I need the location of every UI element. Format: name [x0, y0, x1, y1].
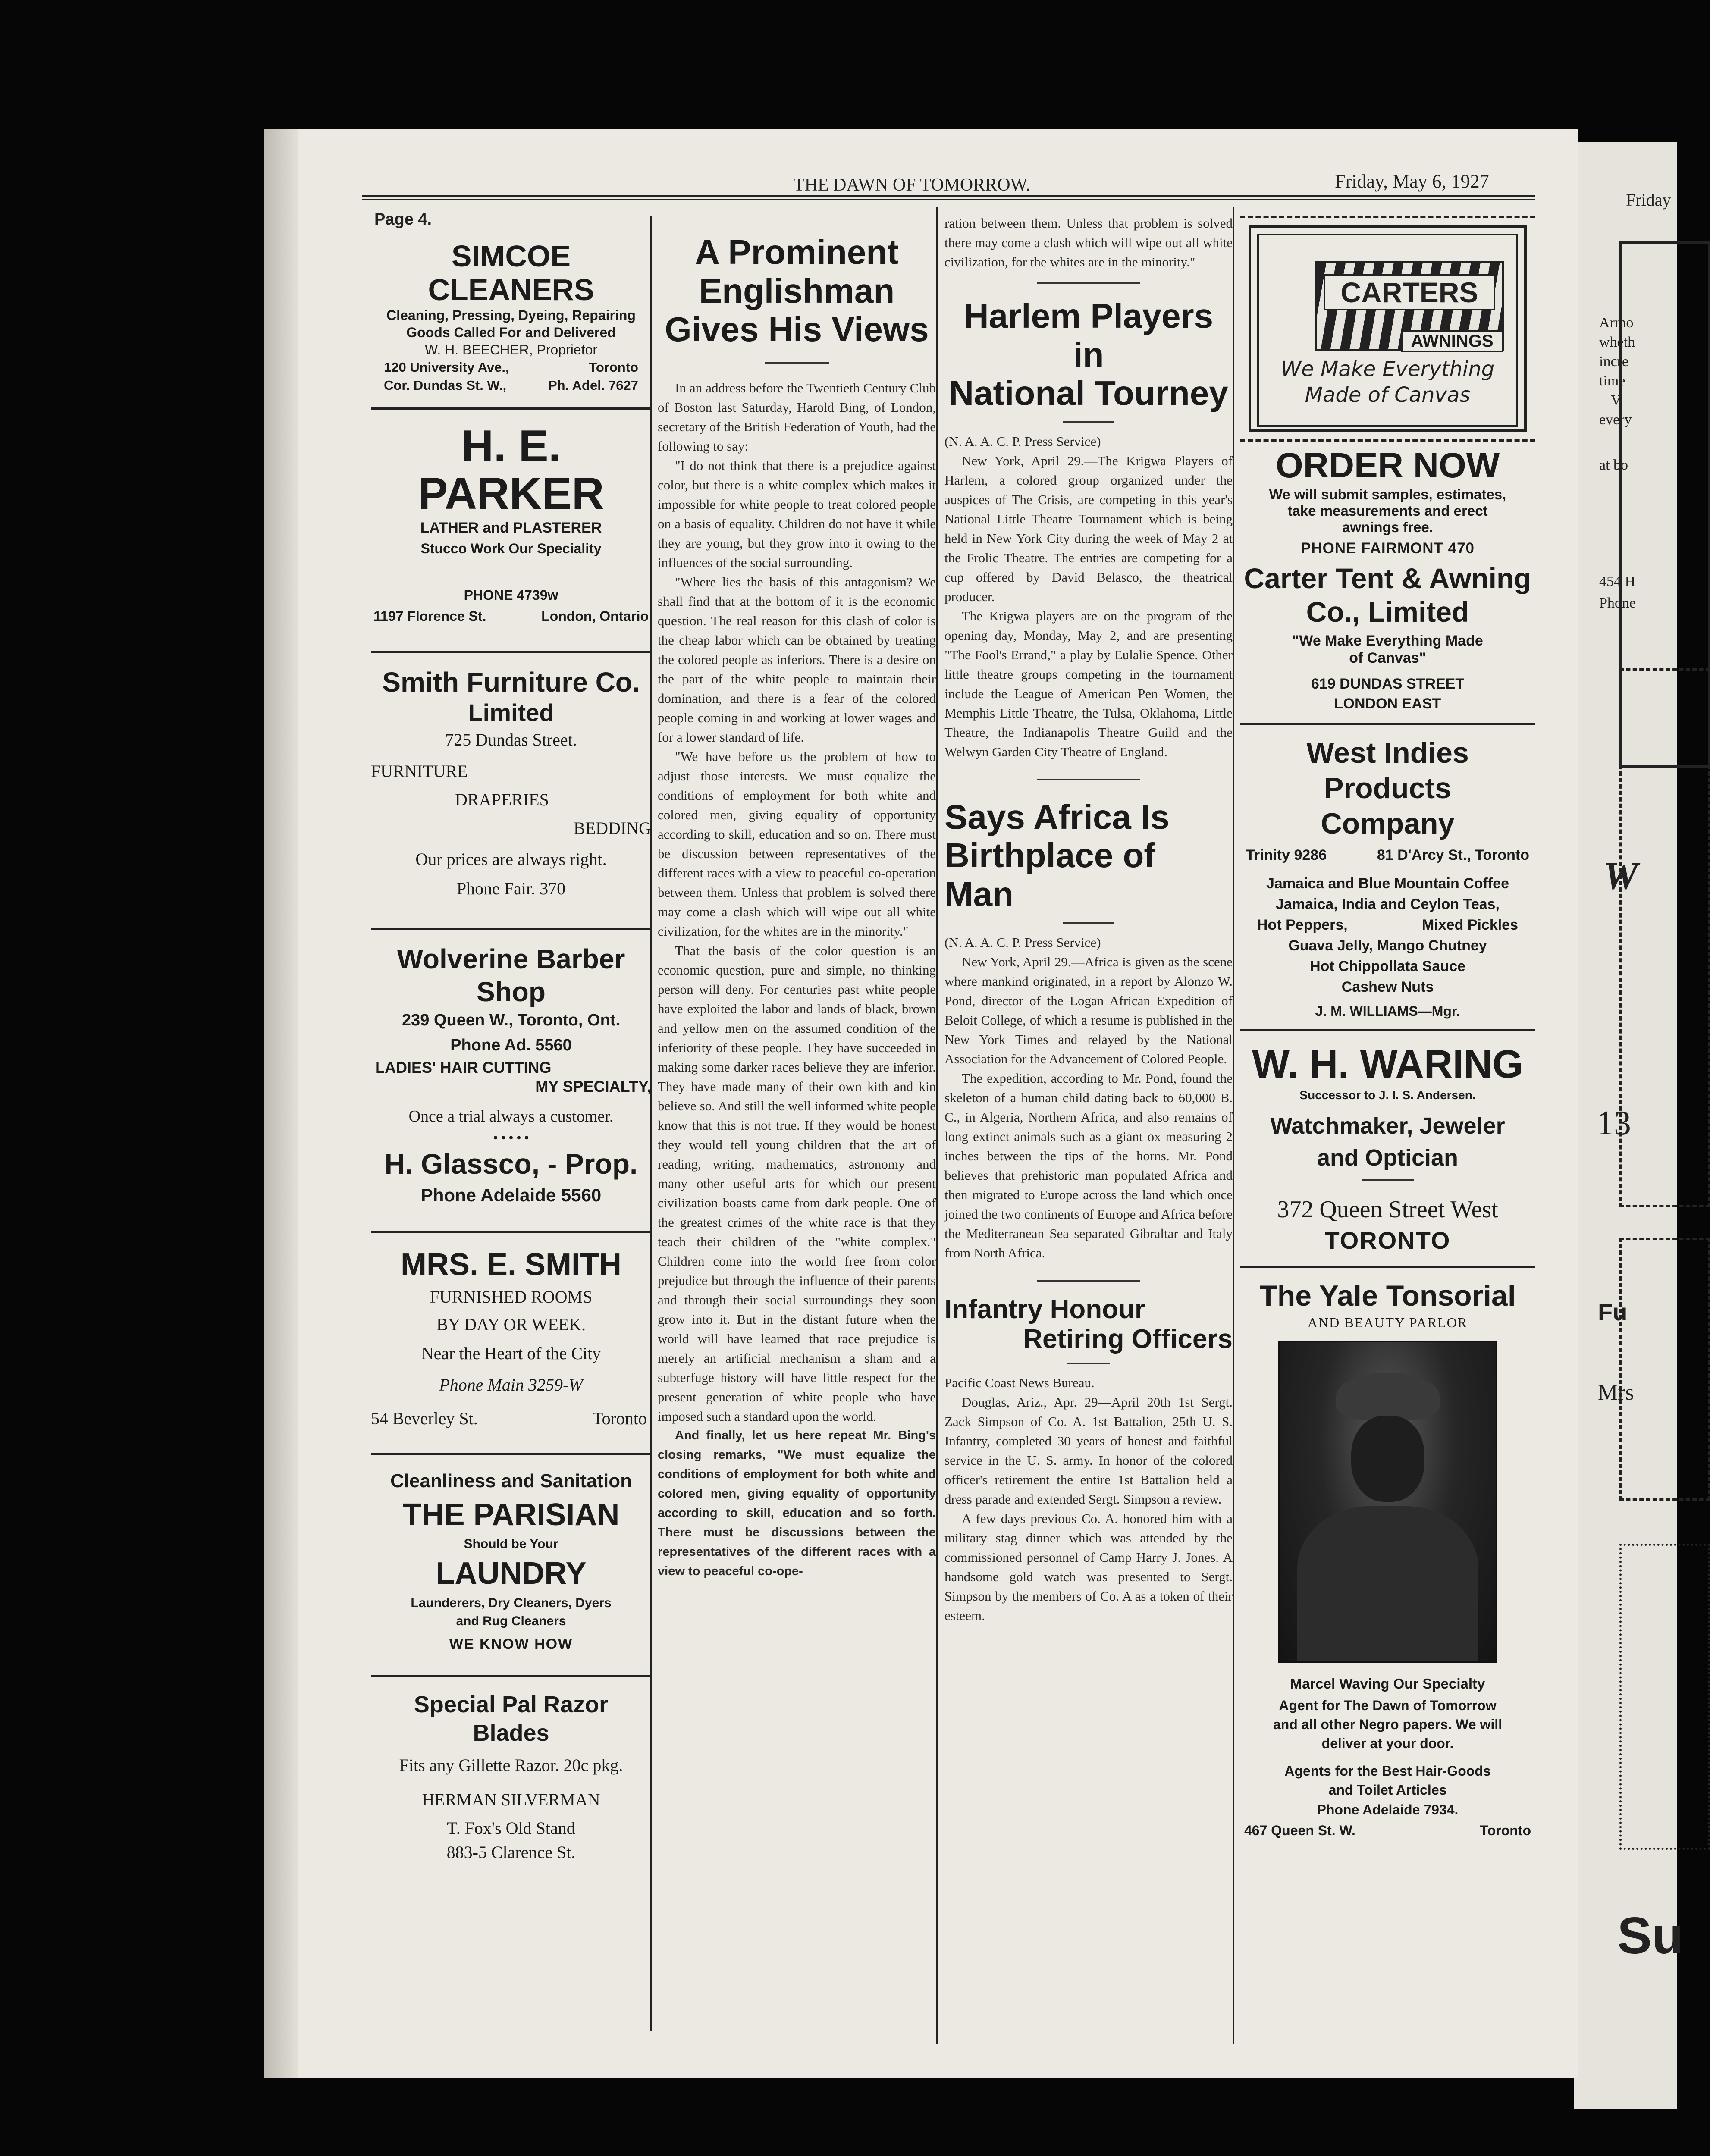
article-headline	[944, 1294, 1233, 1354]
simcoe-services: Cleaning, Pressing, Dyeing, Repairing	[386, 307, 636, 323]
yale-agents-goods: Agents for the Best Hair-Goods	[1284, 1763, 1491, 1779]
waring-trade: Watchmaker, Jeweler	[1270, 1113, 1505, 1139]
ads-column	[371, 239, 651, 1865]
smith-furniture-item: FURNITURE	[371, 761, 468, 781]
mrs-smith-name: MRS. E. SMITH	[400, 1247, 621, 1282]
paragraph: The expedition, according to Mr. Pond, found the skeleton of a human child dating back to 60,000 B. C., in Algeria, Northern Africa, and also remains of long extinct animals such as a giant ox measuring 2 inches between the tips of the horns. Mr. Pond believes that prehistoric man populated Africa and then migrated to Europe across the land which once joined the two continents of Europe and Africa before the Mediterranean Sea separated Gibraltar and Italy from North Africa.	[944, 1070, 1233, 1260]
press-service: (N. A. A. C. P. Press Service)	[944, 934, 1101, 950]
yale-name: The Yale Tonsorial	[1259, 1279, 1516, 1312]
yale-agent: and all other Negro papers. We will	[1273, 1717, 1503, 1732]
carters-offer: We will submit samples, estimates,	[1269, 486, 1506, 502]
west-indies-address: 81 D'Arcy St., Toronto	[1377, 847, 1529, 863]
carters-logo-text: CARTERS	[1324, 274, 1495, 310]
parker-name: H. E. PARKER	[418, 421, 604, 519]
header-rule	[362, 195, 1535, 197]
headline-line: Retiring Officers	[1023, 1324, 1233, 1354]
carters-logo-frame	[1257, 234, 1518, 427]
proprietor-photo	[1278, 1341, 1497, 1663]
page-number: Page 4.	[374, 210, 432, 229]
mrs-smith-street: 54 Beverley St.	[371, 1409, 478, 1428]
column-divider	[1233, 207, 1234, 2044]
news-column	[944, 213, 1233, 1625]
article-body	[944, 432, 1233, 761]
ad-separator	[1240, 1029, 1535, 1031]
parisian-tagline: Cleanliness and Sanitation	[390, 1470, 632, 1492]
carters-offer: take measurements and erect	[1287, 503, 1488, 519]
africa-article	[944, 798, 1233, 1263]
headline-line: Harlem Players in	[963, 297, 1214, 374]
photo-face	[1351, 1416, 1424, 1502]
carters-company: Co., Limited	[1306, 596, 1469, 628]
slogan-line: We Make Everything	[1280, 357, 1495, 381]
article-rule	[1037, 282, 1140, 284]
smith-furniture-item: DRAPERIES	[455, 790, 549, 809]
west-indies-product: Hot Chippollata Sauce	[1310, 958, 1465, 975]
razor-street: 883-5 Clarence St.	[446, 1843, 576, 1862]
carters-city: LONDON EAST	[1334, 696, 1441, 712]
smith-furniture-street: 725 Dundas Street.	[445, 730, 577, 749]
infantry-article	[944, 1294, 1233, 1626]
adjacent-text: V	[1611, 392, 1622, 408]
simcoe-phone: Ph. Adel. 7627	[548, 378, 638, 393]
article-rule	[1037, 779, 1140, 780]
mrs-smith-city: Toronto	[592, 1409, 647, 1428]
parisian-services: and Rug Cleaners	[456, 1614, 566, 1628]
yale-agent: Agent for The Dawn of Tomorrow	[1279, 1698, 1497, 1713]
parker-specialty: Stucco Work Our Speciality	[420, 541, 602, 556]
yale-phone: Phone Adelaide 7934.	[1317, 1802, 1459, 1818]
carters-offer: awnings free.	[1342, 519, 1433, 535]
carters-phone: PHONE FAIRMONT 470	[1300, 540, 1475, 557]
parker-city: London, Ontario	[541, 608, 649, 624]
paragraph: The Krigwa players are on the program of the opening day, Monday, May 2, and are presenting "The Fool's Errand," a play by Eulalie Spence. Other little theatre groups competing in the tournament include the League of American Pen Women, the Memphis Little Theatre, the Tulsa, Oklahoma, Little Theatre, the Indianapolis Theatre Guild and the Welwyn Garden City Theatre of England.	[944, 608, 1233, 759]
article-headline	[658, 233, 936, 349]
adjacent-text: 13	[1597, 1104, 1631, 1142]
waring-trade: and Optician	[1317, 1145, 1459, 1171]
awnings-label: AWNINGS	[1401, 330, 1503, 352]
razor-seller: HERMAN SILVERMAN	[422, 1790, 600, 1809]
parisian-laundry-ad	[371, 1468, 651, 1658]
wolverine-prop-phone: Phone Adelaide 5560	[420, 1185, 602, 1205]
carters-street: 619 DUNDAS STREET	[1311, 676, 1465, 692]
adjacent-ad-box	[1619, 1238, 1710, 1501]
smith-furniture-limited: Limited	[468, 699, 554, 726]
west-indies-phone: Trinity 9286	[1246, 847, 1327, 863]
wolverine-dots: • • • • •	[493, 1131, 529, 1145]
paragraph: ration between them. Unless that problem is solved there may come a clash which will wipe out all white civilization, for the whites are in the minority."	[944, 216, 1233, 270]
waring-street: 372 Queen Street West	[1277, 1196, 1498, 1223]
paragraph: And finally, let us here repeat Mr. Bing's closing remarks, "We must equalize the conditions of employment for both white and colored men, giving equality of opportunity according to skill, education and so forth. There must be discussions between the representatives of the different races with a view to peaceful co-ope-	[658, 1428, 936, 1578]
adjacent-text: at bo	[1599, 457, 1628, 473]
simcoe-name: SIMCOE CLEANERS	[428, 239, 594, 307]
order-now: ORDER NOW	[1275, 446, 1500, 485]
simcoe-address: 120 University Ave.,	[384, 360, 509, 375]
paragraph: New York, April 29.—Africa is given as the scene where mankind originated, in a report by Alonzo W. Pond, director of the Logan African Expedition of Beloit College, of which a resume is published in the New York Times and relayed by the National Association for the Advancement of Colored People.	[944, 954, 1233, 1066]
parker-ad	[371, 423, 651, 627]
smith-furniture-prices: Our prices are always right.	[415, 849, 607, 869]
simcoe-city: Toronto	[589, 360, 638, 375]
wolverine-trial: Once a trial always a customer.	[408, 1107, 614, 1125]
parisian-services: Launderers, Dry Cleaners, Dyers	[411, 1596, 612, 1610]
englishman-article	[658, 233, 936, 1581]
waring-successor: Successor to J. I. S. Andersen.	[1299, 1088, 1476, 1102]
carters-ad	[1240, 216, 1535, 442]
adjacent-text: Phone	[1599, 595, 1636, 611]
waring-city: TORONTO	[1324, 1227, 1451, 1254]
wolverine-proprietor: H. Glassco, - Prop.	[384, 1148, 638, 1180]
paragraph: "We have before us the problem of how to adjust those interests. We must equalize the conditions of employment for both white and colored men, giving equality of opportunity according to skill, education and so on. There must be discussion between representatives of the different races with a view to peaceful co-operation between them. Unless that problem is solved there may come a clash which will wipe out all white civilization, for the whites are in the minority."	[658, 749, 936, 939]
paragraph: Douglas, Ariz., Apr. 29—April 20th 1st Sergt. Zack Simpson of Co. A. 1st Battalion, 25th U. S. Infantry, completed 30 years of honest and faithful service in the U. S. army. In honor of the colored officer's retirement the entire 1st Battalion held a dress parade and extended Sergt. Simpson a review.	[944, 1395, 1233, 1507]
parisian-know-how: WE KNOW HOW	[449, 1636, 573, 1652]
west-indies-name: Company	[1321, 807, 1455, 840]
press-service: Pacific Coast News Bureau.	[944, 1375, 1095, 1391]
mrs-smith-phone: Phone Main 3259-W	[439, 1375, 583, 1395]
ad-separator	[371, 928, 651, 930]
adjacent-text: Mrs	[1598, 1380, 1634, 1405]
paragraph: A few days previous Co. A. honored him with a military stag dinner which was attended by the commissioned personnel of Camp Harry J. Jones. A handsome gold watch was presented to Sergt. Simpson by the members of Co. A as a token of their esteem.	[944, 1511, 1233, 1623]
mrs-smith-ad	[371, 1246, 651, 1436]
ad-separator	[371, 407, 651, 410]
ads-column-right	[1240, 216, 1535, 1841]
razor-name: Blades	[473, 1720, 549, 1746]
smith-furniture-ad	[371, 666, 651, 904]
paragraph: "I do not think that there is a prejudice against color, but there is a white complex which makes it impossible for white people to treat colored people on a basis of equality. Children do not have it while they are young, but they grow into it owing to the influences of the social surrounding.	[658, 458, 936, 570]
paragraph: "Where lies the basis of this antagonism? We shall find that at the bottom of it is the economic question. The real reason for this clash of color is the cheap labor which can be obtained by treating the colored people as inferiors. There is a desire on the part of the white people to maintain their domination, and there is a fear of the colored people coming in and working at lower wages and for a lower standard of life.	[658, 574, 936, 745]
article-headline	[944, 798, 1233, 914]
adjacent-ad-box	[1619, 668, 1710, 1207]
paragraph: In an address before the Twentieth Century Club of Boston last Saturday, Harold Bing, of London, secretary of the British Federation of Youth, had the following to say:	[658, 380, 936, 454]
wolverine-special: MY SPECIALTY,	[535, 1078, 651, 1095]
west-indies-product: Hot Peppers,	[1257, 917, 1348, 933]
smith-furniture-name: Smith Furniture Co.	[382, 667, 640, 698]
parisian-laundry: LAUNDRY	[436, 1556, 587, 1591]
paragraph: New York, April 29.—The Krigwa Players of Harlem, a colored group organized under the auspices of The Crisis, are competing in this year's National Little Theatre Tournament which is being held in New York City during the week of May 2 at the Frolic Theatre. The entries are competing for a cup offered by David Belasco, the theatrical producer.	[944, 453, 1233, 604]
ad-separator	[1240, 1266, 1535, 1268]
west-indies-product: Jamaica and Blue Mountain Coffee	[1266, 875, 1509, 892]
press-service: (N. A. A. C. P. Press Service)	[944, 433, 1101, 449]
adjacent-text: Fu	[1598, 1298, 1628, 1326]
carters-slogan	[1259, 356, 1516, 408]
mrs-smith-terms: BY DAY OR WEEK.	[436, 1315, 586, 1334]
razor-stand: T. Fox's Old Stand	[447, 1818, 575, 1838]
waring-name: W. H. WARING	[1252, 1042, 1523, 1086]
waring-rule	[1362, 1179, 1414, 1181]
yale-street: 467 Queen St. W.	[1244, 1823, 1355, 1838]
carters-company: Carter Tent & Awning	[1244, 562, 1531, 594]
issue-date: Friday, May 6, 1927	[1335, 171, 1489, 192]
wolverine-special: LADIES' HAIR CUTTING	[375, 1059, 552, 1076]
ad-separator	[371, 1231, 651, 1233]
carters-quote: of Canvas"	[1349, 650, 1426, 666]
smith-furniture-item: BEDDING	[574, 818, 651, 838]
simcoe-cleaners-ad	[371, 239, 651, 395]
article-body	[944, 1373, 1233, 1625]
headline-line: Gives His Views	[665, 310, 929, 349]
adjacent-text: W	[1603, 855, 1638, 897]
article-headline	[944, 297, 1233, 413]
page-gutter-shadow	[264, 129, 298, 2078]
ad-separator	[371, 651, 651, 653]
headline-rule	[1063, 922, 1114, 924]
adjacent-text: time	[1599, 373, 1625, 389]
parisian-should: Should be Your	[464, 1537, 558, 1551]
paragraph: That the basis of the color question is an economic question, pure and simple, no thinking person will deny. For centuries past white people have exploited the labor and lands of black, brown and yellow men on the assumed condition of the inferiority of these people. They have succeeded in making some darker races believe they are inferior. They have made many of their own kith and kin believe so. And still the well informed white people know that this is not true. If they would be honest they would tell young children that the art of reading, writing, mathematics, astronomy and many other useful arts for which our present civilization boasts came from dark people. One of the greatest crimes of the white race is that they teach their children of the "white complex." Children come into the world free from color prejudice but through the influence of their parents and through their social surroundings they soon grow into it. But in the distant future when the world will have learned that race prejudice is merely an artificial mechanism a sham and a subterfuge history will have little respect for the present generation of white people who have imposed such a standard upon the world.	[658, 943, 936, 1424]
adjacent-text: 454 H	[1599, 573, 1636, 589]
parker-street: 1197 Florence St.	[373, 608, 486, 624]
west-indies-product: Mixed Pickles	[1421, 917, 1518, 933]
adjacent-text: Su	[1617, 1907, 1684, 1965]
adjacent-header: Friday	[1626, 190, 1671, 210]
headline-rule	[765, 362, 829, 364]
simcoe-corner: Cor. Dundas St. W.,	[384, 378, 507, 393]
adjacent-text: Armo	[1599, 315, 1634, 331]
slogan-line: Made of Canvas	[1305, 383, 1471, 407]
simcoe-proprietor: W. H. BEECHER, Proprietor	[424, 342, 598, 357]
headline-line: Infantry Honour	[944, 1294, 1145, 1324]
parisian-name: THE PARISIAN	[402, 1498, 620, 1532]
yale-sub: AND BEAUTY PARLOR	[1307, 1315, 1468, 1330]
west-indies-product: Guava Jelly, Mango Chutney	[1288, 937, 1487, 954]
razor-name: Special Pal Razor	[414, 1692, 609, 1717]
article-body	[944, 933, 1233, 1263]
adjacent-text: wheth	[1599, 334, 1635, 350]
razor-fits: Fits any Gillette Razor. 20c pkg.	[399, 1755, 623, 1775]
adjacent-ad-box	[1619, 1544, 1710, 1850]
carters-quote: "We Make Everything Made	[1292, 633, 1483, 649]
wolverine-address: 239 Queen W., Toronto, Ont.	[402, 1011, 620, 1029]
west-indies-product: Cashew Nuts	[1341, 979, 1434, 995]
continuation-text	[944, 213, 1233, 272]
ad-separator	[371, 1453, 651, 1455]
mrs-smith-rooms: FURNISHED ROOMS	[430, 1287, 593, 1307]
parker-phone: PHONE 4739w	[464, 587, 558, 603]
razor-blades-ad	[371, 1690, 651, 1865]
adjacent-text: every	[1599, 412, 1632, 428]
west-indies-ad	[1240, 735, 1535, 1025]
headline-rule	[1067, 1363, 1110, 1364]
photo-hat	[1336, 1373, 1440, 1420]
headline-line: Birthplace of Man	[944, 836, 1155, 913]
mrs-smith-location: Near the Heart of the City	[421, 1344, 601, 1363]
wolverine-phone: Phone Ad. 5560	[450, 1036, 572, 1054]
adjacent-text: incre	[1599, 354, 1628, 370]
carters-logo-box	[1249, 225, 1527, 432]
yale-tonsorial-ad	[1240, 1279, 1535, 1841]
smith-furniture-phone: Phone Fair. 370	[456, 879, 566, 898]
headline-line: National Tourney	[949, 374, 1228, 413]
simcoe-delivery: Goods Called For and Delivered	[406, 325, 616, 340]
west-indies-manager: J. M. WILLIAMS—Mgr.	[1315, 1003, 1460, 1019]
wolverine-name: Wolverine Barber Shop	[397, 943, 625, 1007]
header-rule	[362, 199, 1535, 200]
ad-separator	[371, 1675, 651, 1677]
masthead: THE DAWN OF TOMORROW.	[794, 175, 1030, 195]
ad-separator	[1240, 723, 1535, 725]
yale-agents-goods: and Toilet Articles	[1328, 1782, 1447, 1798]
yale-city: Toronto	[1480, 1823, 1531, 1838]
adjacent-page-fragment	[1574, 142, 1684, 2109]
headline-line: A Prominent	[695, 233, 899, 271]
headline-line: Says Africa Is	[944, 797, 1170, 836]
west-indies-product: Jamaica, India and Ceylon Teas,	[1275, 896, 1500, 912]
yale-specialty: Marcel Waving Our Specialty	[1290, 1676, 1485, 1692]
west-indies-name: West Indies Products	[1306, 736, 1469, 805]
parker-trade: LATHER and PLASTERER	[420, 520, 602, 536]
article-rule	[1037, 1280, 1140, 1282]
headline-line: Englishman	[699, 271, 895, 310]
column-divider	[936, 207, 938, 2044]
article-body	[658, 378, 936, 1581]
photo-coat	[1297, 1506, 1478, 1661]
yale-agent: deliver at your door.	[1321, 1736, 1454, 1751]
harlem-article	[944, 297, 1233, 761]
headline-rule	[1063, 421, 1114, 423]
wolverine-barber-ad	[371, 943, 651, 1207]
waring-ad	[1240, 1042, 1535, 1256]
